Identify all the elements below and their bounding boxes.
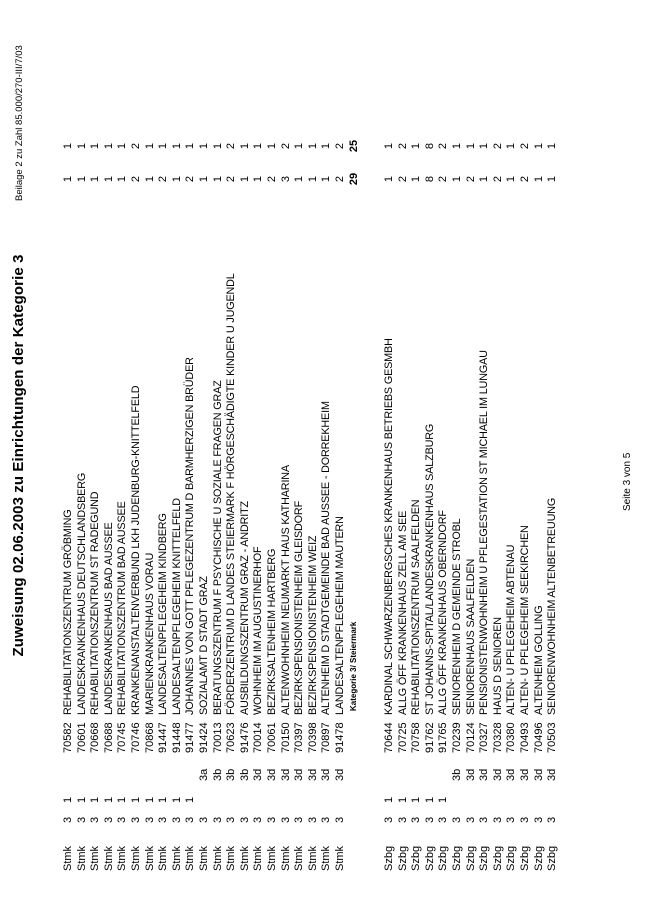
cell-nr: 91476 [238,722,251,753]
cell-nr: 70061 [266,722,278,753]
cell-nr: 70239 [451,722,463,753]
cell-sub: 3b [451,768,463,781]
cell-nr: 70124 [464,722,477,753]
cell-n1: 1 [252,175,265,183]
cell-land: Szbg [383,845,395,871]
cell-flag: 1 [396,796,409,803]
cell-kat: 3 [423,816,436,823]
cell-n1: 2 [266,175,278,183]
cell-nr: 91762 [423,722,436,753]
cell-kat: 3 [505,816,518,823]
cell-n2: 1 [89,142,102,150]
cell-name: ALTENHEIM GOLLING [532,605,545,715]
cell-kat: 3 [184,816,197,823]
cell-nr: 70688 [102,722,115,753]
cell-kat: 3 [266,816,278,823]
cell-kat: 3 [130,816,142,823]
cell-kat: 3 [451,816,463,823]
cell-name: REHABILITATIONSZENTRUM ST RADEGUND [89,491,102,715]
cell-n1: 2 [157,175,170,183]
cell-n2: 1 [306,142,319,150]
cell-n2: 1 [451,142,463,150]
cell-sub: 3d [546,768,559,781]
cell-name: PENSIONISTENWOHNHEIM U PFLEGESTATION ST MICHAEL IM LUNGAU [478,350,491,715]
cell-flag: 1 [75,796,88,803]
cell-n2: 1 [505,142,518,150]
cell-kat: 3 [491,816,504,823]
cell-sub: 3b [225,768,238,781]
cell-n1: 1 [451,175,463,183]
cell-kat: 3 [198,816,210,823]
cell-kat: 3 [437,816,450,823]
cell-n2: 8 [423,142,436,150]
cell-nr: 70328 [491,722,504,753]
cell-n2: 2 [225,142,238,150]
cell-flag: 1 [437,796,450,803]
page-footer: Seite 3 von 5 [622,452,633,511]
cell-kat: 3 [225,816,238,823]
summary-total-2: 25 [347,139,360,153]
cell-n2: 2 [491,142,504,150]
cell-flag: 1 [383,796,395,803]
cell-n1: 1 [306,175,319,183]
cell-sub: 3b [211,768,224,781]
cell-kat: 3 [62,816,74,823]
cell-kat: 3 [238,816,251,823]
cell-kat: 3 [532,816,545,823]
cell-n2: 1 [293,142,306,150]
cell-kat: 3 [334,816,346,823]
cell-n2: 1 [266,142,278,150]
cell-kat: 3 [116,816,129,823]
cell-flag: 1 [62,796,74,803]
cell-nr: 70327 [478,722,491,753]
cell-kat: 3 [320,816,333,823]
cell-name: KARDINAL SCHWARZENBERGSCHES KRANKENHAUS BETRIEBS GESMBH [383,338,395,715]
cell-n1: 2 [225,175,238,183]
cell-land: Szbg [437,845,450,871]
cell-kat: 3 [519,816,531,823]
cell-land: Szbg [410,845,423,871]
cell-n1: 1 [546,175,559,183]
cell-n2: 2 [334,142,346,150]
cell-nr: 70758 [410,722,423,753]
cell-name: BEZIRKSPENSIONISTENHEIM WEIZ [306,535,319,715]
cell-name: ALLG ÖFF KRANKENHAUS OBERNDORF [437,510,450,715]
cell-n1: 1 [505,175,518,183]
cell-flag: 1 [157,796,170,803]
cell-kat: 3 [252,816,265,823]
page-title: Zuweisung 02.06.2003 zu Einrichtungen der Kategorie 3 [10,254,27,657]
cell-nr: 91477 [184,722,197,753]
cell-name: REHABILITATIONSZENTRUM SAALFELDEN [410,499,423,715]
cell-land: Stmk [143,845,156,871]
cell-n2: 1 [198,142,210,150]
cell-kat: 3 [211,816,224,823]
cell-n2: 1 [116,142,129,150]
cell-n2: 1 [464,142,477,150]
cell-kat: 3 [464,816,477,823]
cell-name: SENIORENHAUS SAALFELDEN [464,558,477,715]
cell-land: Szbg [491,845,504,871]
cell-name: JOHANNES VON GOTT PFLEGEZENTRUM D BARMHERZIGEN BRÜDER [184,357,197,715]
cell-land: Stmk [157,845,170,871]
cell-name: LANDESKRANKENHAUS BAD AUSSEE [102,522,115,715]
cell-kat: 3 [396,816,409,823]
cell-n2: 2 [519,142,531,150]
cell-n2: 1 [532,142,545,150]
cell-kat: 3 [157,816,170,823]
cell-land: Stmk [116,845,129,871]
cell-flag: 1 [184,796,197,803]
cell-land: Stmk [320,845,333,871]
cell-n1: 1 [75,175,88,183]
cell-n2: 1 [143,142,156,150]
cell-name: BERATUNGSZENTRUM F PSYCHISCHE U SOZIALE FRAGEN GRAZ [211,380,224,715]
cell-flag: 1 [410,796,423,803]
cell-land: Stmk [306,845,319,871]
cell-kat: 3 [383,816,395,823]
beilage-note: Beilage 2 zu Zahl 85.000/270-III/7/03 [14,45,25,201]
cell-name: ALTEN- U PFLEGEHEIM SEEKIRCHEN [519,525,531,715]
cell-flag: 1 [170,796,183,803]
cell-n1: 2 [519,175,531,183]
cell-n1: 1 [143,175,156,183]
cell-flag: 1 [423,796,436,803]
cell-n2: 1 [75,142,88,150]
cell-sub: 3d [532,768,545,781]
cell-nr: 70582 [62,722,74,753]
cell-name: REHABILITATIONSZENTRUM BAD AUSSEE [116,501,129,715]
cell-flag: 1 [116,796,129,803]
cell-name: KRANKENANSTALTENVERBUND LKH JUDENBURG-KNITTELFELD [130,385,142,715]
cell-land: Szbg [396,845,409,871]
cell-n2: 1 [320,142,333,150]
cell-n2: 1 [170,142,183,150]
cell-name: LANDESKRANKENHAUS DEUTSCHLANDSBERG [75,472,88,715]
cell-nr: 70745 [116,722,129,753]
cell-nr: 70623 [225,722,238,753]
cell-kat: 3 [546,816,559,823]
cell-n1: 2 [334,175,346,183]
cell-n2: 1 [252,142,265,150]
cell-name: SENIORENWOHNHEIM ALTENBETREUUNG [546,497,559,715]
cell-kat: 3 [478,816,491,823]
cell-name: LANDESALTENPFLEGEHEIM KNITTELFELD [170,498,183,715]
cell-n2: 1 [410,142,423,150]
cell-flag: 1 [143,796,156,803]
cell-land: Stmk [279,845,292,871]
cell-name: AUSBILDUNGSZENTRUM GRAZ - ANDRITZ [238,501,251,715]
cell-nr: 91448 [170,722,183,753]
cell-n1: 1 [238,175,251,183]
cell-kat: 3 [170,816,183,823]
cell-name: LANDESALTENPFLEGEHEIM MAUTERN [334,516,346,715]
cell-nr: 70644 [383,722,395,753]
cell-land: Stmk [184,845,197,871]
cell-n1: 1 [116,175,129,183]
cell-n1: 1 [211,175,224,183]
cell-land: Stmk [198,845,210,871]
cell-name: ALLG ÖFF KRANKENHAUS ZELL AM SEE [396,510,409,715]
cell-n1: 2 [396,175,409,183]
cell-land: Stmk [211,845,224,871]
cell-nr: 70493 [519,722,531,753]
cell-nr: 70601 [75,722,88,753]
cell-sub: 3d [491,768,504,781]
cell-n1: 2 [437,175,450,183]
cell-flag: 1 [102,796,115,803]
cell-land: Szbg [505,845,518,871]
cell-n1: 2 [130,175,142,183]
cell-land: Stmk [334,845,346,871]
cell-name: SENIORENHEIM D GEMEINDE STROBL [451,518,463,715]
cell-nr: 91447 [157,722,170,753]
cell-sub: 3d [505,768,518,781]
cell-land: Stmk [170,845,183,871]
cell-nr: 70725 [396,722,409,753]
cell-n1: 1 [198,175,210,183]
cell-n1: 1 [320,175,333,183]
cell-sub: 3d [334,768,346,781]
cell-land: Stmk [266,845,278,871]
cell-land: Szbg [532,845,545,871]
cell-nr: 70503 [546,722,559,753]
cell-nr: 70013 [211,722,224,753]
cell-land: Szbg [546,845,559,871]
cell-n2: 1 [184,142,197,150]
cell-land: Stmk [252,845,265,871]
cell-sub: 3d [320,768,333,781]
cell-n1: 2 [464,175,477,183]
cell-land: Szbg [451,845,463,871]
cell-flag: 1 [89,796,102,803]
cell-sub: 3d [279,768,292,781]
cell-n1: 2 [184,175,197,183]
cell-nr: 70150 [279,722,292,753]
cell-nr: 91424 [198,722,210,753]
cell-n2: 1 [546,142,559,150]
cell-sub: 3d [478,768,491,781]
cell-n2: 2 [130,142,142,150]
cell-kat: 3 [293,816,306,823]
cell-land: Stmk [293,845,306,871]
cell-land: Stmk [102,845,115,871]
cell-n1: 1 [293,175,306,183]
cell-n2: 1 [383,142,395,150]
cell-kat: 3 [279,816,292,823]
cell-n2: 1 [62,142,74,150]
cell-n1: 1 [102,175,115,183]
cell-n1: 8 [423,175,436,183]
cell-n2: 2 [437,142,450,150]
cell-land: Stmk [130,845,142,871]
cell-nr: 70397 [293,722,306,753]
cell-land: Stmk [225,845,238,871]
cell-flag: 1 [130,796,142,803]
cell-name: ALTENWOHNHEIM NEUMARKT HAUS KATHARINA [279,464,292,715]
cell-nr: 70496 [532,722,545,753]
cell-nr: 70868 [143,722,156,753]
cell-n2: 1 [102,142,115,150]
cell-kat: 3 [75,816,88,823]
cell-n2: 1 [211,142,224,150]
summary-total-1: 29 [347,172,360,186]
cell-n2: 1 [238,142,251,150]
cell-nr: 70746 [130,722,142,753]
cell-sub: 3d [519,768,531,781]
cell-name: FÖRDERZENTRUM D LANDES STEIERMARK F HÖRGESCHÄDIGTE KINDER U JUGENDL [225,273,238,715]
cell-nr: 70668 [89,722,102,753]
cell-name: ALTENHEIM D STADTGEMEINDE BAD AUSSEE - DORREKHEIM [320,401,333,715]
cell-n1: 1 [410,175,423,183]
cell-n1: 1 [89,175,102,183]
cell-land: Szbg [423,845,436,871]
cell-kat: 3 [102,816,115,823]
cell-name: ALTEN- U PFLEGEHEIM ABTENAU [505,544,518,715]
cell-sub: 3d [306,768,319,781]
cell-nr: 70380 [505,722,518,753]
cell-sub: 3a [198,768,210,781]
cell-land: Stmk [62,845,74,871]
cell-sub: 3d [266,768,278,781]
cell-name: SOZIALAMT D STADT GRAZ [198,576,210,715]
cell-sub: 3b [238,768,251,781]
cell-nr: 91478 [334,722,346,753]
cell-n2: 1 [478,142,491,150]
cell-n1: 1 [532,175,545,183]
cell-name: WOHNHEIM IM AUGUSTINERHOF [252,546,265,715]
cell-name: REHABILITATIONSZENTRUM GRÖBMING [62,509,74,715]
cell-nr: 70398 [306,722,319,753]
cell-land: Szbg [464,845,477,871]
cell-land: Szbg [519,845,531,871]
cell-sub: 3d [293,768,306,781]
cell-land: Stmk [75,845,88,871]
cell-n2: 2 [279,142,292,150]
cell-kat: 3 [89,816,102,823]
cell-kat: 3 [143,816,156,823]
cell-land: Stmk [238,845,251,871]
cell-name: BEZIRKSALTENHEIM HARTBERG [266,548,278,715]
cell-name: LANDESALTENPFLEGEHEIM KINDBERG [157,513,170,715]
cell-n1: 3 [279,175,292,183]
cell-n1: 1 [170,175,183,183]
cell-nr: 91765 [437,722,450,753]
cell-n2: 1 [157,142,170,150]
cell-n2: 2 [396,142,409,150]
cell-n1: 2 [491,175,504,183]
cell-n1: 1 [62,175,74,183]
cell-sub: 3d [464,768,477,781]
cell-name: BEZIRKSPENSIONISTENHEIM GLEISDORF [293,500,306,715]
cell-name: ST JOHANNS-SPITAL/LANDESKRANKENHAUS SALZBURG [423,423,436,715]
summary-label: Kategorie 3/ Steiermark [348,621,358,711]
cell-name: MARIENKRANKENHAUS VORAU [143,552,156,715]
cell-n1: 1 [478,175,491,183]
cell-nr: 70014 [252,722,265,753]
cell-n1: 1 [383,175,395,183]
cell-name: HAUS D SENIOREN [491,617,504,715]
cell-sub: 3d [252,768,265,781]
cell-land: Stmk [89,845,102,871]
cell-kat: 3 [410,816,423,823]
cell-land: Szbg [478,845,491,871]
cell-kat: 3 [306,816,319,823]
cell-nr: 70897 [320,722,333,753]
